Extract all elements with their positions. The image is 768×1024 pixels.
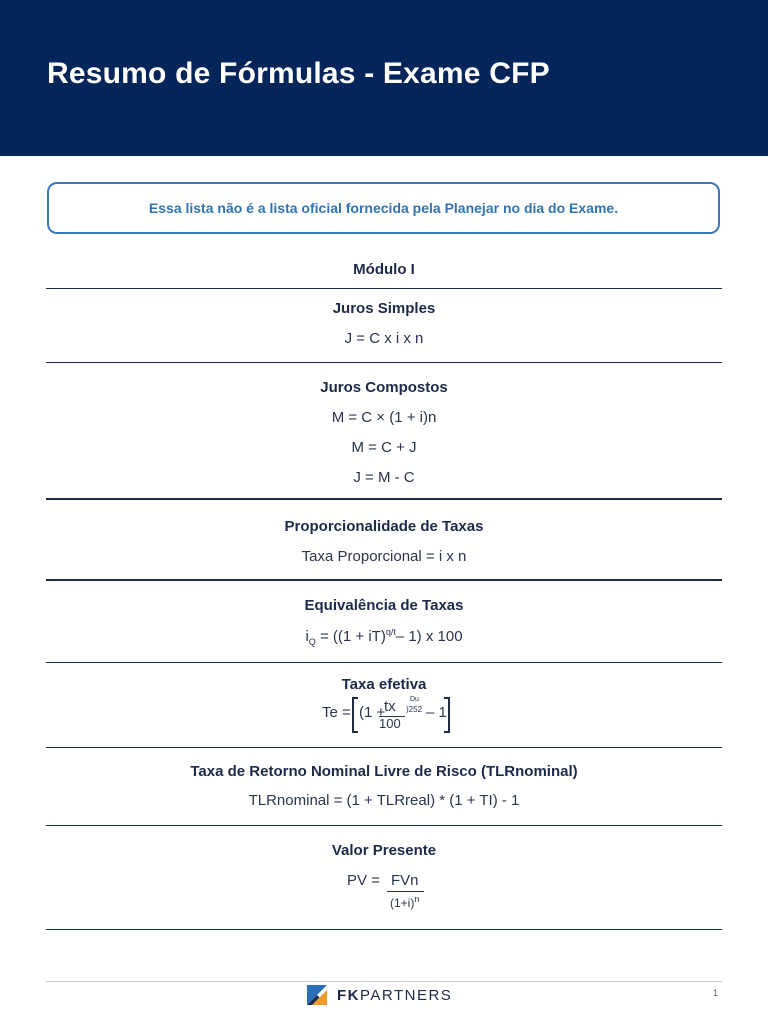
juros-simples-formula: J = C x i x n: [344, 330, 424, 347]
juros-compostos-title: Juros Compostos: [320, 379, 448, 396]
proporcionalidade-formula: Taxa Proporcional = i x n: [301, 548, 467, 565]
divider: [46, 747, 722, 748]
equivalencia-lhs: i: [305, 628, 309, 645]
page-header: [0, 0, 768, 156]
valor-presente-title: Valor Presente: [331, 842, 437, 859]
fk-partners-logo: [307, 984, 452, 1006]
bracket-right: [444, 697, 450, 733]
divider: [46, 498, 722, 500]
divider: [46, 929, 722, 930]
valor-presente-den-exp: n: [414, 894, 420, 904]
module-title: Módulo I: [353, 261, 415, 278]
taxa-efetiva-denominator: 100: [379, 716, 401, 731]
equivalencia-lhs-sub: Q: [308, 637, 316, 647]
equivalencia-title: Equivalência de Taxas: [304, 597, 464, 614]
valor-presente-lhs: PV =: [347, 872, 380, 889]
page-title: Resumo de Fórmulas - Exame CFP: [47, 57, 550, 90]
divider: [46, 579, 722, 581]
valor-presente-numerator: FVn: [391, 872, 419, 889]
fraction-bar: [387, 891, 424, 892]
equivalencia-rhs: – 1) x 100: [395, 628, 463, 645]
equivalencia-mid: = ((1 + iT): [315, 628, 386, 645]
valor-presente-den-base: (1+i): [390, 896, 415, 910]
taxa-efetiva-tail: – 1: [426, 704, 447, 721]
tlr-formula: TLRnominal = (1 + TLRreal) * (1 + TI) - 1: [248, 792, 520, 809]
taxa-efetiva-exp-top: Du: [410, 696, 419, 703]
taxa-efetiva-formula: [322, 696, 462, 732]
taxa-efetiva-exp: )252: [406, 705, 423, 714]
taxa-efetiva-numerator: tx: [384, 698, 396, 715]
taxa-efetiva-title: Taxa efetiva: [341, 676, 427, 693]
disclaimer-box: [47, 182, 720, 234]
bracket-left: [352, 697, 358, 733]
page-number: 1: [713, 988, 719, 998]
disclaimer-text: Essa lista não é a lista oficial fornecida pela Planejar no dia do Exame.: [148, 200, 619, 216]
proporcionalidade-title: Proporcionalidade de Taxas: [284, 518, 484, 535]
equivalencia-exp: q/t: [385, 627, 396, 637]
tlr-title: Taxa de Retorno Nominal Livre de Risco (TLRnominal): [190, 763, 578, 780]
valor-presente-denominator: [390, 894, 419, 910]
juros-compostos-formula-2: M = C + J: [351, 439, 417, 456]
divider: [46, 288, 722, 289]
brand-name: [337, 987, 452, 1004]
footer-divider: [46, 981, 722, 982]
fk-logo-icon: [307, 985, 327, 1005]
divider: [46, 662, 722, 663]
juros-compostos-formula-1: M = C × (1 + i)n: [331, 409, 437, 426]
divider: [46, 825, 722, 826]
brand-bold: FK: [337, 986, 360, 1004]
juros-compostos-formula-3: J = M - C: [353, 469, 415, 486]
equivalencia-formula: [47, 627, 721, 647]
brand-rest: PARTNERS: [360, 986, 453, 1004]
valor-presente-formula: [347, 872, 447, 912]
taxa-efetiva-lhs: Te =: [322, 704, 351, 721]
taxa-efetiva-open: (1 +: [359, 704, 386, 721]
divider: [46, 362, 722, 363]
juros-simples-title: Juros Simples: [332, 300, 436, 317]
